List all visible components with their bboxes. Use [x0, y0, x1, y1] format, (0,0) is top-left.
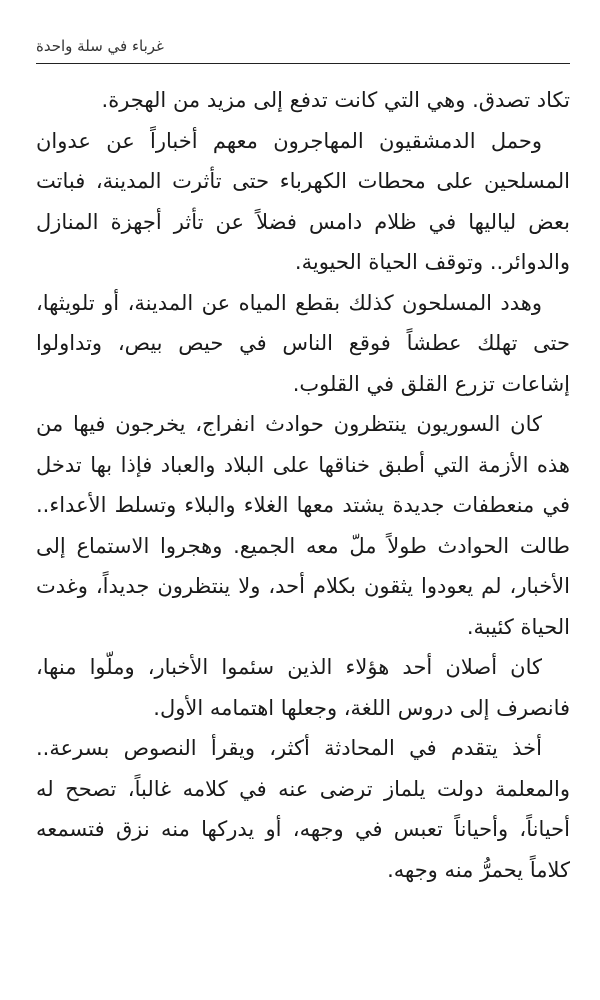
paragraph: وهدد المسلحون كذلك بقطع المياه عن المدينة، أو تلويثها، حتى تهلك عطشاً فوقع الناس في حيص بيص، وتداولوا إشاعات تزرع القلق في القلوب. [36, 290, 570, 396]
header-rule [36, 63, 570, 64]
running-header: غرباء في سلة واحدة [36, 37, 164, 55]
paragraph: تكاد تصدق. وهي التي كانت تدفع إلى مزيد من الهجرة. [101, 88, 570, 112]
paragraph: كان أصلان أحد هؤلاء الذين سئموا الأخبار، وملّوا منها، فانصرف إلى دروس اللغة، وجعلها اهتمامه الأول. [36, 655, 570, 720]
paragraph: أخذ يتقدم في المحادثة أكثر، ويقرأ النصوص بسرعة.. والمعلمة دولت يلماز ترضى عنه في كلامه غالباً، تصحح له أحياناً، وأحياناً تعبس في وجهه، أو يدركها منه نزق فتسمعه كلاماً يحمرُّ منه وجهه. [36, 736, 570, 882]
body-text [36, 80, 570, 890]
paragraph: وحمل الدمشقيون المهاجرون معهم أخباراً عن عدوان المسلحين على محطات الكهرباء حتى تأثرت المدينة، فباتت بعض لياليها في ظلام دامس فضلاً عن تأثر أجهزة المنازل والدوائر.. وتوقف الحياة الحيوية. [36, 128, 570, 274]
paragraph: كان السوريون ينتظرون حوادث انفراج، يخرجون فيها من هذه الأزمة التي أطبق خناقها على البلاد والعباد فإذا بها تدخل في منعطفات جديدة يشتد معها الغلاء والبلاء وتسلط الأعداء.. طالت الحوادث طولاً ملّ معه الجميع. وهجروا الاستماع إلى الأخبار، لم يعودوا يثقون بكلام أحد، ولا ينتظرون جديداً، وغدت الحياة كئيبة. [36, 412, 570, 639]
